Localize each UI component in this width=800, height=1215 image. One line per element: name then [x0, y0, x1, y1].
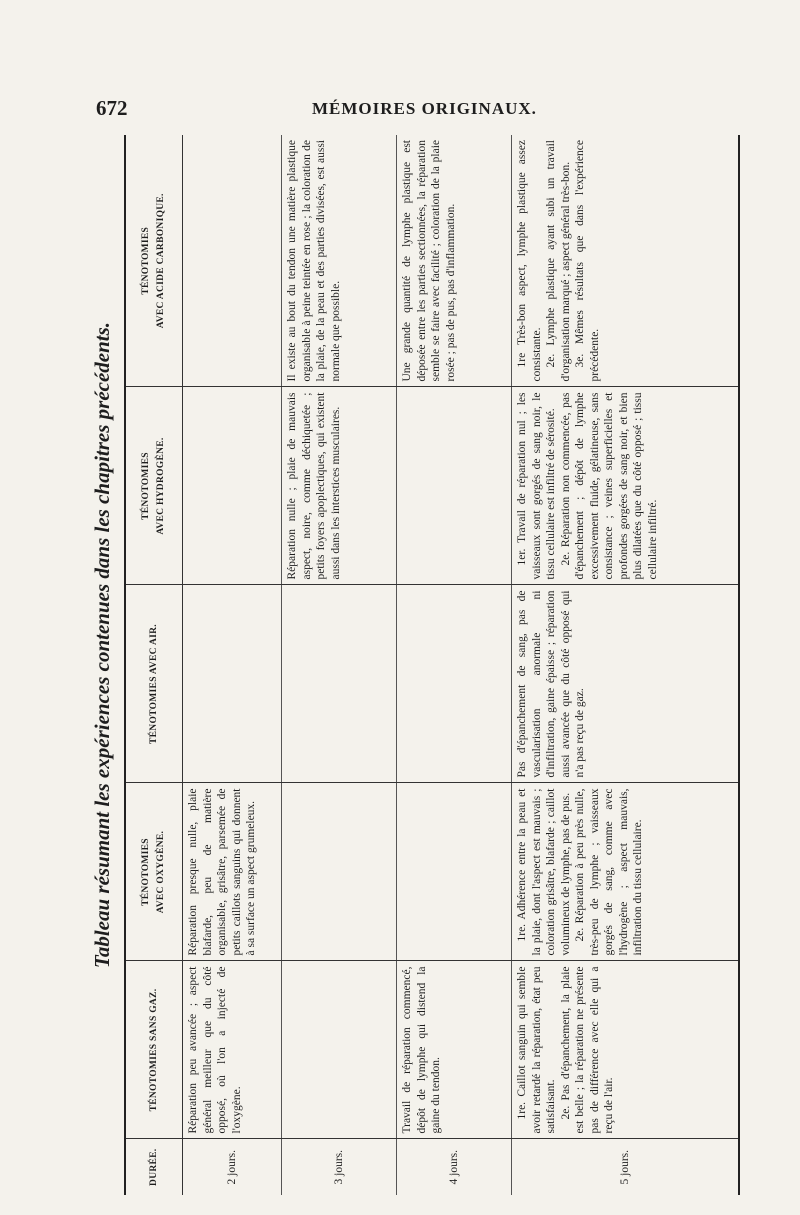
header-duree: DURÉE.	[125, 1139, 183, 1195]
cell-paragraph: 2e. Réparation non commencée, pas d'épanchement ; dépôt de lymphe excessivement fluide, gélatineuse, sans consistance ; veines superficielles et profondes gorgées de sang noir, et bien plus dilatées que du côté opposé ; tissu cellulaire infiltré.	[559, 392, 659, 580]
cell-sans-gaz	[282, 961, 397, 1139]
cell-paragraph: 1re. Caillot sanguin qui semble avoir retardé la réparation, état peu satisfaisant.	[516, 966, 557, 1134]
cell-paragraph: 1re Très-bon aspect, lymphe plastique assez consistante.	[516, 140, 543, 382]
header-carbonique-line2: AVEC ACIDE CARBONIQUE.	[156, 193, 166, 329]
cell-paragraph: 1re. Adhérence entre la peau et la plaie, dont l'aspect est mauvais ; coloration grisâtre, blafarde ; caillot volumineux de lymphe, pas de pus.	[516, 788, 572, 956]
cell-sans-gaz: Travail de réparation commencé, dépôt de lymphe qui distend la gaine du tendon.	[397, 961, 512, 1139]
header-oxygene	[125, 783, 183, 961]
cell-sans-gaz: Réparation peu avancée ; aspect général meilleur que du côté opposé, où l'on a injecté de l'oxygène.	[183, 961, 282, 1139]
cell-air	[183, 585, 282, 783]
header-oxygene-line2: AVEC OXYGÈNE.	[156, 830, 166, 914]
cell-paragraph: 3e. Mêmes résultats que dans l'expérience précédente.	[574, 140, 601, 382]
cell-paragraph: 2e. Réparation à peu près nulle, très-peu de lymphe ; vaisseaux gorgés de sang, comme avec l'hydrogène ; aspect mauvais, infiltration du tissu cellulaire.	[574, 788, 644, 956]
table-row-2-jours	[183, 135, 282, 1195]
cell-carbonique	[512, 135, 740, 387]
cell-duree: 3 jours.	[282, 1139, 397, 1195]
cell-hydrogene: Réparation nulle ; plaie de mauvais aspect, noire, comme déchiquetée ; petits foyers apoplectiques, qui existent aussi dans les interstices musculaires.	[282, 387, 397, 585]
cell-sans-gaz	[512, 961, 740, 1139]
cell-air	[282, 585, 397, 783]
cell-air	[397, 585, 512, 783]
rotated-table-block	[90, 135, 710, 1195]
running-title: MÉMOIRES ORIGINAUX.	[312, 99, 537, 118]
header-carbonique	[125, 135, 183, 387]
results-table	[124, 135, 740, 1195]
cell-duree: 5 jours.	[512, 1139, 740, 1195]
header-oxygene-line1: TÉNOTOMIES	[141, 838, 151, 906]
cell-oxygene: Réparation presque nulle, plaie blafarde, peu de matière organisable, grisâtre, parsemée de petits caillots sanguins qui donnent à sa surface un aspect grumeleux.	[183, 783, 282, 961]
table-header-row	[125, 135, 183, 1195]
cell-carbonique	[183, 135, 282, 387]
cell-air: Pas d'épanchement de sang, pas de vascularisation anormale ni d'infiltration, gaine épaisse ; réparation aussi avancée que du côté opposé qui n'a pas reçu de gaz.	[512, 585, 740, 783]
cell-hydrogene	[397, 387, 512, 585]
cell-duree: 4 jours.	[397, 1139, 512, 1195]
cell-hydrogene	[183, 387, 282, 585]
header-sans-gaz: TÉNOTOMIES SANS GAZ.	[125, 961, 183, 1139]
cell-carbonique: Une grande quantité de lymphe plastique est déposée entre les parties sectionnées, la réparation semble se faire avec facilité ; coloration de la plaie rosée ; pas de pus, pas d'inflammation.	[397, 135, 512, 387]
table-row-3-jours	[282, 135, 397, 1195]
table-row-5-jours	[512, 135, 740, 1195]
cell-oxygene	[512, 783, 740, 961]
header-carbonique-line1: TÉNOTOMIES	[141, 226, 151, 295]
cell-oxygene	[282, 783, 397, 961]
cell-carbonique: Il existe au bout du tendon une matière plastique organisable à peine teintée en rose ; la coloration de la plaie, de la peau et des parties divisées, est aussi normale que possible.	[282, 135, 397, 387]
page-number: 672	[96, 96, 128, 120]
table-title: Tableau résumant les expériences contenues dans les chapitres précédents.	[90, 321, 114, 969]
running-head	[0, 96, 800, 126]
cell-paragraph: 2e. Lymphe plastique ayant subi un travail d'organisation marqué ; aspect général très-bon.	[545, 140, 572, 382]
header-air: TÉNOTOMIES AVEC AIR.	[125, 585, 183, 783]
cell-duree: 2 jours.	[225, 1150, 238, 1185]
cell-paragraph: 1er. Travail de réparation nul ; les vaisseaux sont gorgés de sang noir, le tissu cellulaire est infiltré de sérosité.	[516, 392, 557, 580]
cell-hydrogene	[512, 387, 740, 585]
cell-oxygene	[397, 783, 512, 961]
header-hydrogene-line2: AVEC HYDROGÈNE.	[156, 437, 166, 535]
header-hydrogene-line1: TÉNOTOMIES	[141, 452, 151, 520]
cell-paragraph: 2e. Pas d'épanchement, la plaie est belle ; la réparation ne présente pas de différence avec elle qui a reçu de l'air.	[559, 966, 615, 1134]
header-hydrogene	[125, 387, 183, 585]
table-row-4-jours	[397, 135, 512, 1195]
